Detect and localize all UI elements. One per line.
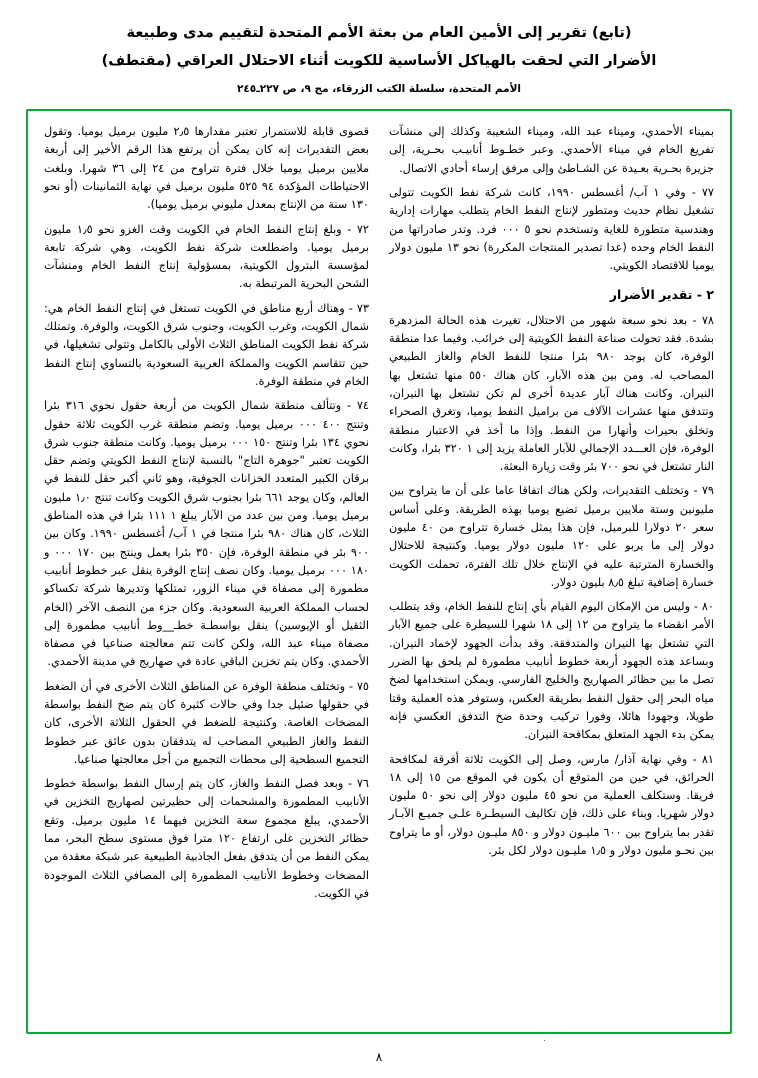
paragraph: ٧٥ - وتختلف منطقة الوفرة عن المناطق الثلاث الأخرى في أن الضغط في حقولها ضئيل جدا وفي حالات كثيرة كان يتم ضخ النفط بواسطة المضخات الغاصة. وكنتيجة للضغط في الحقول الثلاثة الأخرى، كان النفط والغاز الطبيعي المصاحب له يتدفقان بدون عائق عبر خطوط التجميع السطحية إلى محطات التجميع من أجل معالجتها صناعيا. <box>44 679 369 766</box>
print-mark: . <box>543 1034 546 1044</box>
section-heading: ٢ - تقدير الأضرار <box>609 287 714 303</box>
paragraph: ٨١ - وفي نهاية آذار/ مارس، وصل إلى الكويت ثلاثة أفرقة لمكافحة الحرائق، في حين من المتوقع أن يكون في الموقع من ١٥ إلى ١٨ فريقا. وستكلف العملية من نحو ٤٥ مليون دولار إلى نحو ٥٠ مليون دولار شهريا. وبناء على ذلك، فإن تكاليف السيطـرة علـى جميـع الآبـار تقدر بما يتراوح بين ٦٠٠ مليـون دولار و ٨٥٠ مليـون دولار، أو ما يتراوح بين نحـو مليون دولار و ١٫٥ مليـون دولار لكل بئر. <box>389 752 714 858</box>
paragraph: بميناء الأحمدي، وميناء عبد الله، وميناء الشعيبة وكذلك إلى منشآت تفريغ الخام في ميناء الأحمدي. وعبر خطـوط أنابيـب بحـرية، إلى جزيرة بحـرية بعـيدة عن الشـاطئ وإلى مرفق إرساء أحادي الاتصال. <box>389 125 714 175</box>
page-number: ٨ <box>375 1050 383 1064</box>
header-title-line-2: الأضرار التي لحقت بالهياكل الأساسية للكويت أثناء الاحتلال العراقي (مقتطف) <box>101 52 657 69</box>
paragraph: قصوى قابلة للاستمرار تعتبر مقدارها ٢٫٥ مليون برميل يوميا. وتقول بعض التقديرات إنه كان يمكن أن يرتفع هذا الرقم الأخير إلى أربعة ملايين برميل يوميا خلال فترة تتراوح من ٢٤ إلى ٣٦ شهرا. وبلغت الاحتياطات المؤكدة ٩٤ ٥٢٥ مليون برميل في نهاية الثمانينات (أو نحو ١٣٠ سنة من الإنتاج بمعدل مليوني برميل يوميا). <box>44 125 370 212</box>
paragraph: ٧٢ - وبلغ إنتاج النفط الخام في الكويت وقت الغزو نحو ١٫٥ مليون برميل يوميا. واضطلعت شركة نفط الكويت، وهي شركة تابعة لمؤسسة البترول الكويتية، بمسؤولية إنتاج النفط الخام ومنشآت الشحن البحرية المرتبطة به. <box>44 222 369 291</box>
header-source-citation: الأمم المتحدة، سلسلة الكتب الزرقاء، مج ٩، ص ٢٢٧ـ٢٤٥ <box>236 83 522 96</box>
paragraph: ٧٧ - وفي ١ آب/ أغسطس ١٩٩٠، كانت شركة نفط الكويت تتولى تشغيل نظام حديث ومتطور لإنتاج النفط الخام يتطلب مهارات إدارية وهندسية متطورة للغاية وتستخدم نحو ٥ ٠٠٠ فرد. وتدر صادراتها من النفط الخام وحده (عدا تصدير المنتجات المكررة) نحو ١٣ مليون دولار يوميا للاقتصاد الكويتي. <box>389 185 714 273</box>
content-frame <box>26 109 732 1034</box>
header-title-line-1: (تابع) تقرير إلى الأمين العام من بعثة الأمم المتحدة لتقييم مدى وطبيعة <box>126 25 632 41</box>
page-header <box>26 20 732 95</box>
paragraph: ٧٩ - وتختلف التقديرات، ولكن هناك اتفاقا عاما على أن ما يتراوح بين مليونين وستة ملايين برميل تضيع يوميا بهذه الطريقة. وعلى أساس سعر ٢٠ دولارا للبرميل، فإن هذا يمثل خسارة تتراوح من ٤٠ مليون دولار إلى ما يربو على ١٢٠ مليون دولار يوميا. وكنتيجة للاحتلال والخسارة المترتبة عليه في الإنتاج خلال تلك الفترة، تحملت الكويت خسارة إضافية تبلغ ٨٫٥ بليون دولار. <box>389 484 714 589</box>
paragraph: ٧٨ - بعد نحو سبعة شهور من الاحتلال، تغيرت هذه الحالة المزدهرة بشدة. فقد تحولت صناعة النفط الكويتية إلى خرائب. وفيما عدا منطقة الوفرة، كان يوجد ٩٨٠ بئرا منتجا للنفط الخام والغاز الطبيعي المصاحب له. ومن بين هذه الآبار، كان هناك ٥٥٠ منها تشتعل بها النيران. وكانت هناك آبار عديدة أخرى لم تكن تشتعل بها النيران، وتتدفق منها عشرات الآلاف من براميل النفط يوميا، وتغرق الصحراء وتخلق بحيرات وأنهارا من النفط. وإذا ما أخذ في الاعتبار منطقة الوفرة، فإن العـــدد الإجمالي للآبار العاملة يزيد إلى ١ ٣٢٠ بئرا، وكانت النار تشتعل في نحو ٧٠٠ بئر وقت زيارة البعثة. <box>389 313 714 474</box>
paragraph: ٨٠ - وليس من الإمكان اليوم القيام بأي إنتاج للنفط الخام، وقد يتطلب الأمر انقضاء ما يتراوح من ١٢ إلى ١٨ شهرا للسيطرة على جميع الآبار التي تشتعل بها النيران والمتدفقة. وقد بدأت الجهود لإخماد النيران. وبساعد هذه الجهود أربعة خطوط أنابيب مطمورة لم يلحق بها الضرر تصل ما بين حظائر الصهاريج والخليج الفارسي. ويمكن استخدامها لضخ مياه البحر إلى حقول النفط بطريقة العكس، وستوفر هذه العملية وقتا طويلا، وجهودا هائلا، وفورا تركيب وحدة ضخ التدفق العكسي فإنه يمكن بدء الجهد المتعلق بمكافحة النيران. <box>389 600 715 742</box>
paragraph: ٧٣ - وهناك أربع مناطق في الكويت تستغل في إنتاج النفط الخام هي: شمال الكويت، وغرب الكويت، وجنوب شرق الكويت، والوفرة. وتمتلك شركة نفط الكويت المناطق الثلاث الأولى بالكامل وتتولى تشغيلها، في حين تتقاسم الكويت والمملكة العربية السعودية بالتساوي إنتاج النفط الخام في منطقة الوفرة. <box>44 301 369 388</box>
paragraph: ٧٦ - وبعد فصل النفط والغاز، كان يتم إرسال النفط بواسطة خطوط الأنابيب المطمورة والمشحمات إلى حظيرتين لصهاريج التخزين في الأحمدي، يبلغ مجموع سعة التخزين فيهما ١٤ مليون برميل. وتقع حظائر التخزين على ارتفاع ١٢٠ مترا فوق مستوى سطح البحر، مما يمكن النفط من أن يتدفق بفعل الجاذبية الطبيعية عبر شبكة معقدة من المضخات وخطوط الأنابيب المطمورة إلى المصافي الثلاث الموجودة في الكويت. <box>44 777 369 900</box>
paragraph: ٧٤ - وتتألف منطقة شمال الكويت من أربعة حقول نحوي ٣١٦ بئرا وتنتج ٤٠٠ ٠٠٠ برميل يوميا. وتضم منطقة غرب الكويت ثلاثة حقول نحوي ١٣٤ بئرا وتنتج ١٥٠ ٠٠٠ برميل يوميا. وكانت منطقة جنوب شرق الكويت تعتبر "جوهرة التاج" بالنسبة لإنتاج النفط الكويتي وتضم حقل برقان الكبير المتعدد الخزانات الجوفية، وهو ثاني أكبر حقل للنفط في العالم، وكان يوجد ٦٦١ بئرا بجنوب شرق الكويت وكانت تنتج ١٫٠ مليون برميل يوميا. ومن بين عدد من الآبار يبلغ ١ ١١١ بئرا في هذه المناطق الثلاث، كان هناك ٩٨٠ بئرا منتجا في ١ آب/ أغسطس ١٩٩٠. وكان بين ٩٠٠ بئر في منطقة الوفرة، فإن ٣٥٠ بئرا يعمل وينتج بين ١٧٠ ٠٠٠ و ١٨٠ ٠٠٠ برميل يوميا. وكان نصف إنتاج الوفرة ينقل عبر خطوط أنابيب مطمورة إلى مصفاة في ميناء الزور، تمتلكها وتديرها شركة تكساكو لحساب المملكة العربية السعودية. وكان جزء من النصف الآخر (الخام الثقيل أو الإيوسين) ينقل بواسطـة خطـ__وط أنابيب مطمورة إلى مصفاة ميناء عبد الله، ولكن كانت تتم معالجته صناعيا في مصفاة الأحمدي. وكان يتم تخزين الباقي عادة في صهاريج في مدينة الأحمدي. <box>44 399 370 669</box>
column-right <box>389 123 714 1024</box>
column-left <box>44 123 369 1024</box>
